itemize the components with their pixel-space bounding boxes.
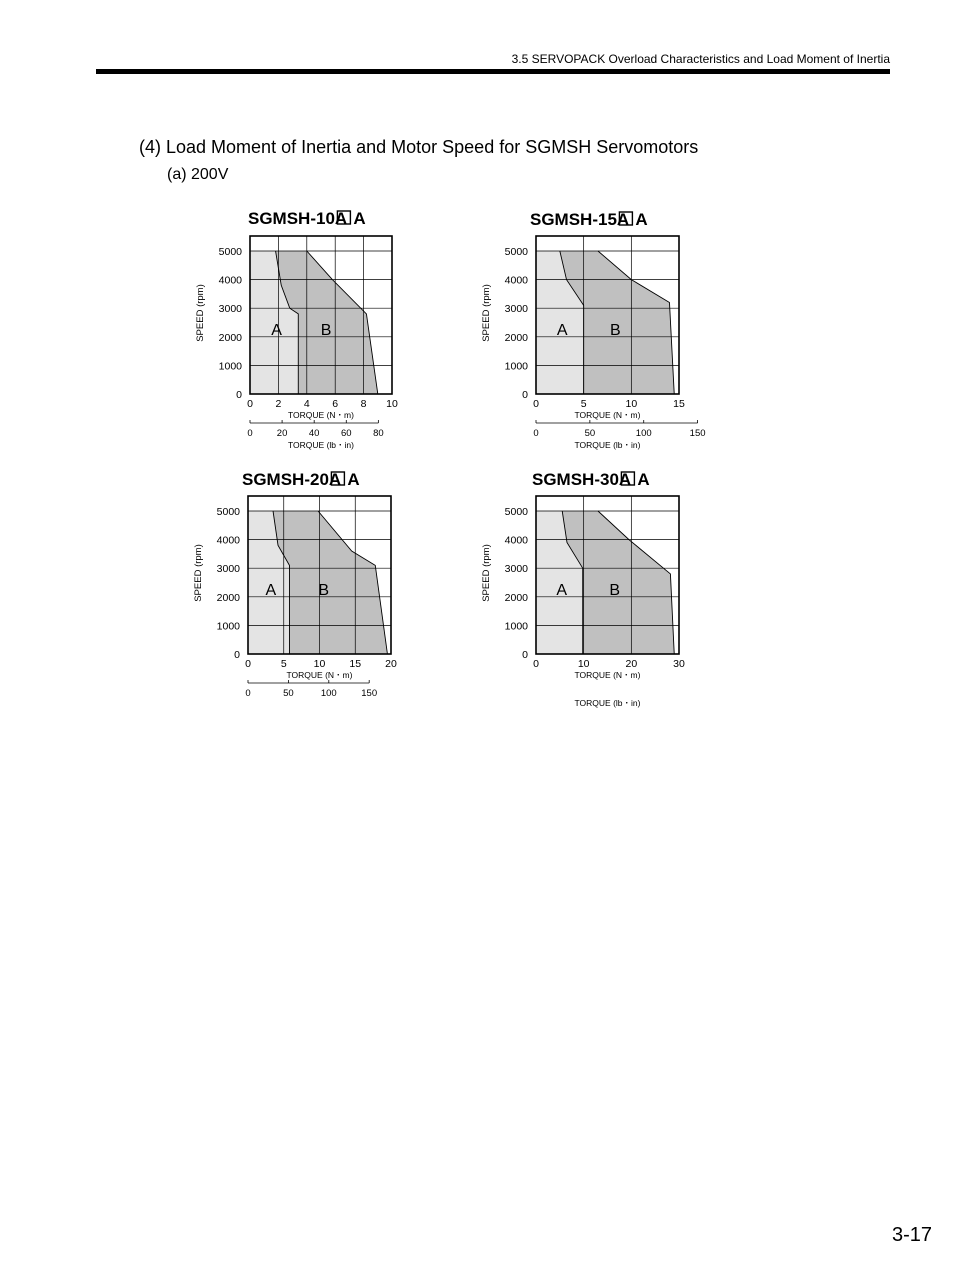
secondary-tick-label: 80	[373, 428, 384, 439]
x-tick-label: 20	[385, 658, 397, 670]
y-tick-label: 2000	[504, 331, 528, 344]
chart-title: SGMSH-20A	[242, 470, 342, 489]
x-tick-label: 10	[577, 658, 590, 670]
y-tick-label: 3000	[504, 303, 528, 316]
x-tick-label: 15	[349, 658, 362, 670]
region-b-fill	[273, 511, 387, 654]
y-tick-label: 0	[522, 649, 528, 661]
chart-3	[193, 470, 397, 699]
y-axis-label: SPEED (rpm)	[481, 284, 492, 342]
region-a-label: A	[265, 581, 277, 599]
secondary-tick-label: 150	[689, 428, 706, 439]
page-number: 3-17	[891, 1224, 932, 1246]
secondary-axis-label: TORQUE (lb・in)	[288, 440, 354, 450]
x-tick-label: 8	[360, 398, 367, 410]
y-tick-label: 4000	[216, 534, 240, 547]
y-tick-label: 0	[236, 389, 242, 401]
secondary-tick-label: 0	[247, 428, 253, 439]
x-axis-label: TORQUE (N・m)	[574, 410, 641, 420]
x-tick-label: 6	[332, 398, 339, 410]
y-tick-label: 5000	[504, 246, 528, 258]
region-b-label: B	[320, 321, 332, 339]
y-axis-label: SPEED (rpm)	[195, 284, 206, 342]
region-a-label: A	[556, 321, 568, 339]
x-tick-label: 5	[580, 398, 587, 410]
running-header: 3.5 SERVOPACK Overload Characteristics and Load Moment of Inertia	[511, 52, 890, 66]
chart-title-suffix: A	[347, 470, 360, 489]
x-tick-label: 30	[673, 658, 685, 670]
y-tick-label: 4000	[218, 274, 242, 287]
y-tick-label: 1000	[504, 360, 528, 373]
secondary-tick-label: 150	[361, 688, 378, 699]
section-title: (4) Load Moment of Inertia and Motor Speed for SGMSH Servomotors	[139, 137, 699, 157]
chart-2	[481, 210, 706, 450]
secondary-tick-label: 0	[245, 688, 251, 699]
x-tick-label: 0	[533, 658, 539, 670]
y-tick-label: 4000	[504, 274, 528, 287]
x-axis-label: TORQUE (N・m)	[286, 670, 353, 680]
y-axis-label: SPEED (rpm)	[193, 544, 204, 602]
x-tick-label: 5	[280, 658, 287, 670]
y-tick-label: 1000	[504, 620, 528, 633]
secondary-axis-label: TORQUE (lb・in)	[574, 698, 641, 708]
secondary-tick-label: 0	[533, 428, 539, 439]
x-axis-label: TORQUE (N・m)	[574, 670, 641, 680]
secondary-tick-label: 50	[584, 428, 596, 439]
y-tick-label: 4000	[504, 534, 528, 547]
y-tick-label: 2000	[504, 591, 528, 604]
x-tick-label: 10	[386, 398, 398, 410]
region-b-label: B	[610, 321, 621, 339]
region-a-label: A	[271, 321, 282, 339]
chart-title-suffix: A	[353, 209, 366, 228]
y-tick-label: 2000	[218, 331, 242, 344]
region-b-label: B	[318, 581, 330, 599]
chart-1	[195, 209, 398, 450]
y-tick-label: 3000	[218, 303, 242, 316]
secondary-tick-label: 40	[308, 428, 320, 439]
x-tick-label: 4	[303, 398, 310, 410]
chart-title-suffix: A	[637, 470, 650, 489]
x-axis-label: TORQUE (N・m)	[288, 410, 354, 420]
x-tick-label: 0	[247, 398, 253, 410]
chart-title: SGMSH-15A	[530, 210, 630, 229]
y-tick-label: 0	[234, 649, 240, 661]
x-tick-label: 10	[313, 658, 326, 670]
y-tick-label: 3000	[216, 563, 240, 576]
y-tick-label: 1000	[216, 620, 240, 633]
region-b-label: B	[609, 581, 621, 599]
x-tick-label: 10	[625, 398, 638, 410]
y-axis-label: SPEED (rpm)	[481, 544, 492, 602]
chart-title: SGMSH-10A	[248, 209, 348, 228]
secondary-tick-label: 100	[635, 428, 652, 439]
subsection-title: (a) 200V	[167, 166, 229, 183]
chart-4	[481, 470, 685, 708]
secondary-tick-label: 60	[340, 428, 352, 439]
y-tick-label: 3000	[504, 563, 528, 576]
y-tick-label: 0	[522, 389, 528, 401]
y-tick-label: 5000	[216, 506, 240, 518]
secondary-tick-label: 20	[276, 428, 288, 439]
y-tick-label: 5000	[218, 246, 242, 258]
chart-title: SGMSH-30A	[532, 470, 632, 489]
secondary-axis-label: TORQUE (lb・in)	[574, 440, 641, 450]
x-tick-label: 0	[533, 398, 539, 410]
x-tick-label: 0	[245, 658, 251, 670]
x-tick-label: 15	[673, 398, 685, 410]
y-tick-label: 2000	[216, 591, 240, 604]
region-a-label: A	[556, 581, 568, 599]
y-tick-label: 5000	[504, 506, 528, 518]
x-tick-label: 2	[275, 398, 282, 410]
x-tick-label: 20	[625, 658, 638, 670]
y-tick-label: 1000	[218, 360, 242, 373]
secondary-tick-label: 100	[320, 688, 337, 699]
chart-title-suffix: A	[635, 210, 648, 229]
secondary-tick-label: 50	[283, 688, 294, 699]
